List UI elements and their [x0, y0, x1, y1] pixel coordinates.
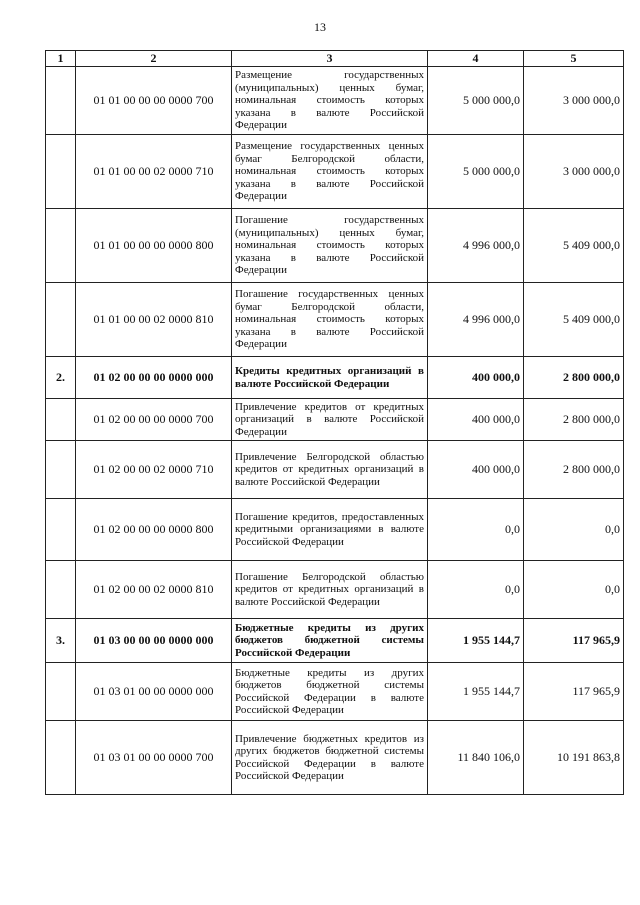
amount-col-4: 400 000,0 [428, 441, 524, 499]
amount-col-5: 117 965,9 [524, 663, 624, 721]
source-name: Привлечение бюджетных кредитов из других бюджетов бюджетной системы Российской Федерации в валюте Российской Федерации [232, 721, 428, 795]
amount-col-5: 2 800 000,0 [524, 357, 624, 399]
row-number [46, 441, 76, 499]
amount-col-5: 10 191 863,8 [524, 721, 624, 795]
budget-code: 01 03 00 00 00 0000 000 [76, 619, 232, 663]
source-name: Бюджетные кредиты из других бюджетов бюджетной системы Российской Федерации в валюте Российской Федерации [232, 663, 428, 721]
row-number [46, 209, 76, 283]
source-name: Привлечение кредитов от кредитных организаций в валюте Российской Федерации [232, 399, 428, 441]
table-row [46, 721, 624, 795]
source-name: Привлечение Белгородской областью кредитов от кредитных организаций в валюте Российской Федерации [232, 441, 428, 499]
source-name: Погашение кредитов, предоставленных кредитными организациями в валюте Российской Федерации [232, 499, 428, 561]
amount-col-4: 4 996 000,0 [428, 283, 524, 357]
budget-code: 01 03 01 00 00 0000 700 [76, 721, 232, 795]
source-name: Бюджетные кредиты из других бюджетов бюджетной системы Российской Федерации [232, 619, 428, 663]
table-row [46, 135, 624, 209]
row-number: 3. [46, 619, 76, 663]
table-row [46, 399, 624, 441]
table-row [46, 67, 624, 135]
budget-code: 01 02 00 00 00 0000 000 [76, 357, 232, 399]
source-name: Размещение государственных (муниципальных) ценных бумаг, номинальная стоимость которых указана в валюте Российской Федерации [232, 67, 428, 135]
row-number [46, 399, 76, 441]
row-number [46, 663, 76, 721]
amount-col-4: 400 000,0 [428, 357, 524, 399]
source-name: Кредиты кредитных организаций в валюте Российской Федерации [232, 357, 428, 399]
amount-col-5: 0,0 [524, 561, 624, 619]
budget-code: 01 02 00 00 02 0000 810 [76, 561, 232, 619]
row-number [46, 283, 76, 357]
table-header-row [46, 51, 624, 67]
amount-col-4: 1 955 144,7 [428, 663, 524, 721]
source-name: Погашение государственных (муниципальных) ценных бумаг, номинальная стоимость которых указана в валюте Российской Федерации [232, 209, 428, 283]
amount-col-4: 400 000,0 [428, 399, 524, 441]
header-col-2: 2 [76, 51, 232, 67]
budget-code: 01 03 01 00 00 0000 000 [76, 663, 232, 721]
amount-col-5: 117 965,9 [524, 619, 624, 663]
amount-col-4: 1 955 144,7 [428, 619, 524, 663]
amount-col-5: 2 800 000,0 [524, 441, 624, 499]
amount-col-4: 5 000 000,0 [428, 67, 524, 135]
header-col-5: 5 [524, 51, 624, 67]
row-number: 2. [46, 357, 76, 399]
table-row [46, 357, 624, 399]
header-col-4: 4 [428, 51, 524, 67]
amount-col-4: 0,0 [428, 499, 524, 561]
table-row [46, 209, 624, 283]
amount-col-4: 11 840 106,0 [428, 721, 524, 795]
page-number: 13 [314, 20, 326, 34]
row-number [46, 721, 76, 795]
budget-code: 01 02 00 00 00 0000 800 [76, 499, 232, 561]
table-row [46, 619, 624, 663]
row-number [46, 561, 76, 619]
table-row [46, 283, 624, 357]
budget-code: 01 01 00 00 02 0000 810 [76, 283, 232, 357]
budget-code: 01 02 00 00 02 0000 710 [76, 441, 232, 499]
source-name: Погашение Белгородской областью кредитов от кредитных организаций в валюте Российской Федерации [232, 561, 428, 619]
table-body [46, 67, 624, 795]
budget-sources-table [45, 50, 624, 795]
amount-col-4: 5 000 000,0 [428, 135, 524, 209]
budget-code: 01 01 00 00 00 0000 700 [76, 67, 232, 135]
source-name: Размещение государственных ценных бумаг Белгородской области, номинальная стоимость которых указана в валюте Российской Федерации [232, 135, 428, 209]
budget-code: 01 02 00 00 00 0000 700 [76, 399, 232, 441]
table-row [46, 663, 624, 721]
amount-col-5: 5 409 000,0 [524, 283, 624, 357]
amount-col-5: 3 000 000,0 [524, 67, 624, 135]
row-number [46, 67, 76, 135]
budget-code: 01 01 00 00 00 0000 800 [76, 209, 232, 283]
amount-col-4: 4 996 000,0 [428, 209, 524, 283]
budget-code: 01 01 00 00 02 0000 710 [76, 135, 232, 209]
table-row [46, 499, 624, 561]
table-row [46, 561, 624, 619]
amount-col-5: 3 000 000,0 [524, 135, 624, 209]
amount-col-5: 2 800 000,0 [524, 399, 624, 441]
amount-col-5: 5 409 000,0 [524, 209, 624, 283]
amount-col-4: 0,0 [428, 561, 524, 619]
amount-col-5: 0,0 [524, 499, 624, 561]
header-col-1: 1 [46, 51, 76, 67]
row-number [46, 499, 76, 561]
table-row [46, 441, 624, 499]
row-number [46, 135, 76, 209]
header-col-3: 3 [232, 51, 428, 67]
source-name: Погашение государственных ценных бумаг Белгородской области, номинальная стоимость которых указана в валюте Российской Федерации [232, 283, 428, 357]
